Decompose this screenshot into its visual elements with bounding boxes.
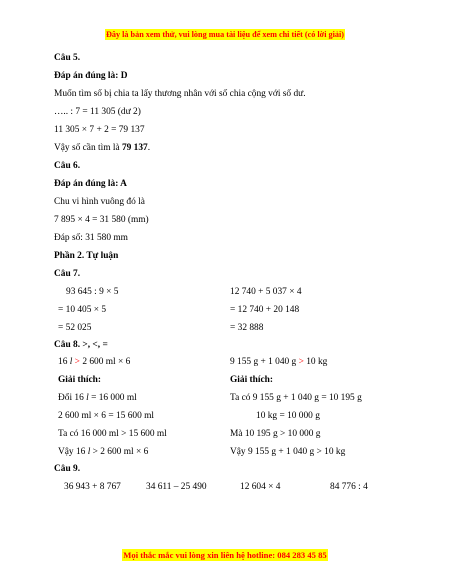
- q8-left-head-a: 16: [58, 357, 70, 367]
- q7-right-3: = 32 888: [230, 323, 264, 333]
- q6-line2: 7 895 × 4 = 31 580 (mm): [54, 215, 149, 225]
- q5-result-value: 79 137: [121, 143, 148, 153]
- q9-expr-1: 36 943 + 8 767: [64, 482, 121, 492]
- q8-left-head-b: 2 600 ml × 6: [82, 357, 131, 367]
- q6-line3: Đáp số: 31 580 mm: [54, 233, 128, 243]
- q8-left-line4-unit: l: [87, 447, 91, 457]
- q7-left-2: = 10 405 × 5: [58, 305, 107, 315]
- hotline-footer: [0, 545, 450, 563]
- q5-result: [54, 142, 150, 154]
- q8-left-line4-b: > 2 600 ml × 6: [90, 447, 149, 457]
- preview-banner-text: Đây là bản xem thử, vui lòng mua tài liệu để xem chi tiết (có lời giải): [105, 30, 344, 39]
- q7-right-2: = 12 740 + 20 148: [230, 305, 300, 315]
- q5-title: Câu 5.: [54, 53, 81, 63]
- q8-right-explain-heading: Giải thích:: [230, 375, 273, 385]
- q8-left-line2: 2 600 ml × 6 = 15 600 ml: [58, 411, 154, 421]
- q5-result-suffix: .: [147, 143, 151, 153]
- q8-left-line3: Ta có 16 000 ml > 15 600 ml: [58, 429, 167, 439]
- q7-left-3: = 52 025: [58, 323, 92, 333]
- q9-expr-3: 12 604 × 4: [240, 482, 281, 492]
- q8-left-line4: [58, 446, 148, 458]
- q8-left-line1-b: = 16 000 ml: [88, 393, 137, 403]
- q7-right-1: 12 740 + 5 037 × 4: [230, 287, 302, 297]
- q8-right-line3: Mà 10 195 g > 10 000 g: [230, 429, 321, 439]
- q8-right-head-a: 9 155 g + 1 040 g: [230, 357, 299, 367]
- q9-title: Câu 9.: [54, 464, 81, 474]
- q8-right-head-op: >: [298, 357, 304, 367]
- q8-title: Câu 8. >, <, =: [54, 340, 108, 350]
- q8-left-explain-heading: Giải thích:: [58, 375, 101, 385]
- q8-left-head: [58, 356, 130, 368]
- q8-right-head: [230, 356, 327, 368]
- q8-left-line1: [58, 392, 137, 404]
- q6-line1: Chu vi hình vuông đó là: [54, 197, 145, 207]
- q8-left-line4-a: Vậy 16: [58, 447, 88, 457]
- q8-right-head-b: 10 kg: [303, 357, 328, 367]
- q9-expr-4: 84 776 : 4: [330, 482, 368, 492]
- q8-left-head-op: >: [72, 357, 83, 367]
- q8-left-line1-a: Đổi 16: [58, 393, 87, 403]
- q5-eq1: ….. : 7 = 11 305 (dư 2): [54, 107, 141, 117]
- q8-left-head-unit: l: [69, 357, 73, 367]
- q5-rule: Muốn tìm số bị chia ta lấy thương nhân với số chia cộng với số dư.: [54, 89, 306, 99]
- q7-title: Câu 7.: [54, 269, 81, 279]
- q8-right-line2: 10 kg = 10 000 g: [256, 411, 320, 421]
- hotline-footer-text: Mọi thắc mắc vui lòng xin liên hệ hotline: 084 283 45 85: [123, 550, 327, 560]
- q9-expr-2: 34 611 – 25 490: [146, 482, 207, 492]
- q6-answer: Đáp án đúng là: A: [54, 179, 127, 189]
- part2-title: Phần 2. Tự luận: [54, 251, 119, 261]
- q5-eq2: 11 305 × 7 + 2 = 79 137: [54, 125, 145, 135]
- q7-left-1: 93 645 : 9 × 5: [66, 287, 119, 297]
- q5-answer: Đáp án đúng là: D: [54, 71, 128, 81]
- q8-right-line4: Vậy 9 155 g + 1 040 g > 10 kg: [230, 447, 346, 457]
- q8-left-line1-unit: l: [86, 393, 89, 403]
- q8-right-line1: Ta có 9 155 g + 1 040 g = 10 195 g: [230, 393, 362, 403]
- q6-title: Câu 6.: [54, 161, 81, 171]
- q5-result-prefix: Vậy số cần tìm là: [54, 143, 122, 153]
- preview-banner: [0, 24, 450, 42]
